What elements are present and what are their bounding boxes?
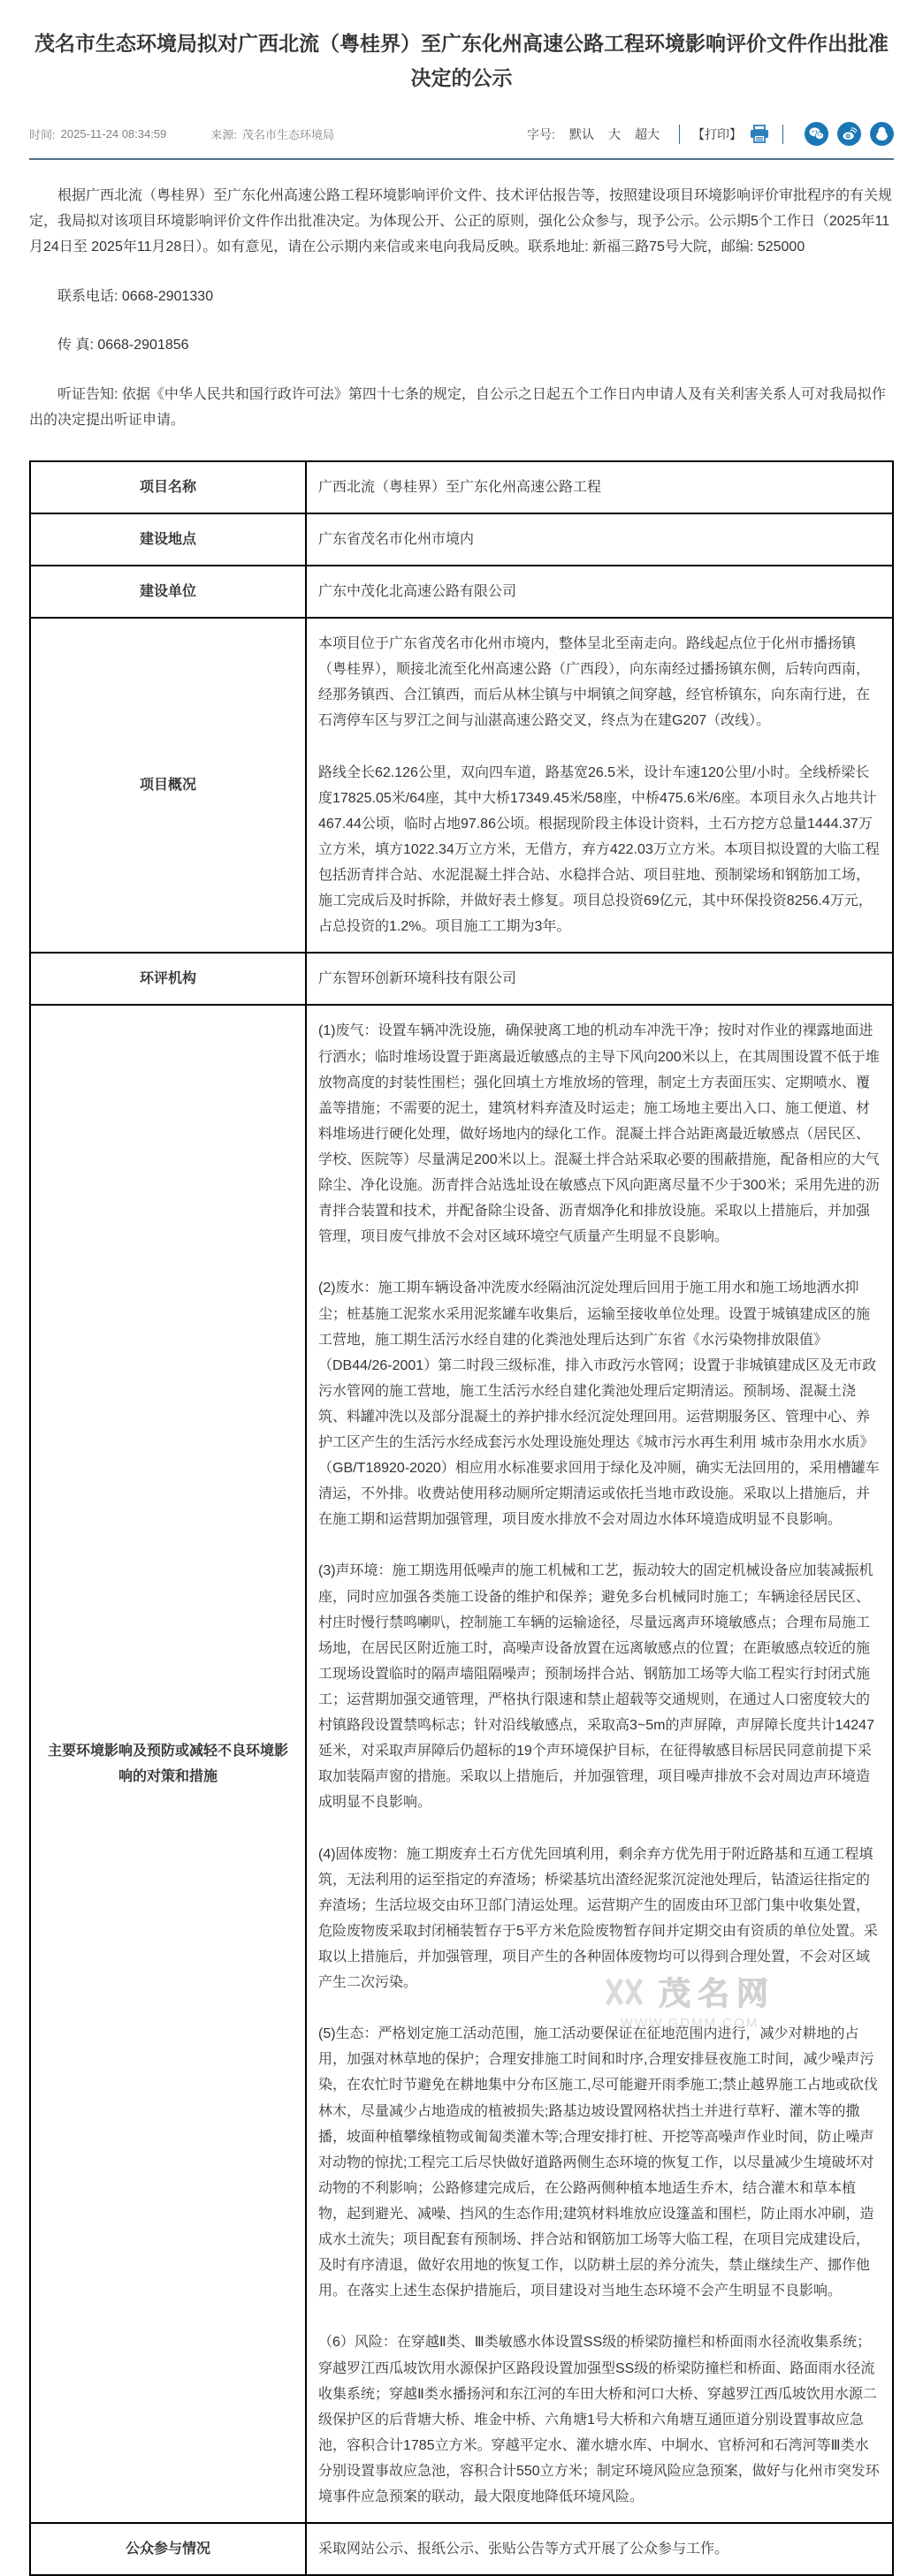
cell-paragraph-risk: （6）风险：在穿越Ⅱ类、Ⅲ类敏感水体设置SS级的桥梁防撞栏和桥面雨水径流收集系统；穿越罗江西瓜坡饮用水源保护区路段设置加强型SS级的桥梁防撞栏和桥面、路面雨水径流收集系统；穿越Ⅱ类水播扬河和东江河的车田大桥和河口大桥、穿越罗江西瓜坡饮用水源二级保护区的后背塘大桥、堆金中桥、六角塘1号大桥和六角塘互通匝道分别设置事故应急池，容积合计1785立方米。穿越平定水、灌水塘水库、中垌水、官桥河和石湾河等Ⅲ类水分别设置事故应急池，容积合计550立方米；制定环境风险应急预案，做好与化州市突发环境事件应急预案的联动，最大限度地降低环境风险。 xyxy=(318,2335,880,2505)
table-row-measures xyxy=(30,1005,893,2523)
cell-paragraph: 广东中茂化北高速公路有限公司 xyxy=(318,583,517,599)
font-size-xlarge-button[interactable]: 超大 xyxy=(635,126,660,141)
wechat-icon[interactable] xyxy=(805,122,828,146)
row-label: 建设单位 xyxy=(30,566,306,618)
watermark-url: WWW.GDMM.COM xyxy=(620,2016,759,2031)
table-row-location xyxy=(30,513,893,566)
table-row-public-participation xyxy=(30,2523,893,2575)
cell-paragraph: 采取网站公示、报纸公示、张贴公告等方式开展了公众参与工作。 xyxy=(318,2542,729,2557)
header-divider xyxy=(29,158,894,160)
font-size-default-button[interactable]: 默认 xyxy=(569,126,594,141)
row-label: 建设地点 xyxy=(30,513,306,566)
weibo-icon[interactable] xyxy=(837,122,861,146)
table-row-project-name xyxy=(30,461,893,513)
qq-icon[interactable] xyxy=(870,122,894,146)
row-label: 公众参与情况 xyxy=(30,2523,306,2575)
meta-left xyxy=(29,125,339,142)
intro-paragraph-phone: 联系电话: 0668-2901330 xyxy=(57,288,214,304)
table-row-overview xyxy=(30,618,893,953)
time-value: 2025-11-24 08:34:59 xyxy=(60,127,167,141)
font-size-label: 字号: xyxy=(527,126,555,141)
cell-paragraph-noise: (3)声环境：施工期选用低噪声的施工机械和工艺，振动较大的固定机械设备应加装减振机座，同时应加强各类施工设备的维护和保养；避免多台机械同时施工；车辆途径居民区、村庄时慢行禁鸣喇叭，控制施工车辆的运输途径，尽量远离声环境敏感点；合理布局施工场地，在居民区附近施工时，高噪声设备放置在远离敏感点的位置；在距敏感点较近的施工现场设置临时的隔声墙阻隔噪声；预制场拌合站、钢筋加工场等大临工程实行封闭式施工；运营期加强交通管理，严格执行限速和禁止超载等交通规则，在通过人口密度较大的村镇路段设置禁鸣标志；针对沿线敏感点，采取高3~5m的声屏障，声屏障长度共计14247延米，对采取声屏障后仍超标的19个声环境保护目标，在征得敏感目标居民同意前提下采取加装隔声窗的措施。采取以上措施后，并加强管理，项目噪声排放不会对周边声环境造成明显不良影响。 xyxy=(318,1563,874,1811)
row-label: 主要环境影响及预防或减轻不良环境影响的对策和措施 xyxy=(30,1005,306,2523)
meta-controls xyxy=(527,122,894,146)
row-content xyxy=(306,513,893,566)
cell-paragraph-ecology: (5)生态：严格划定施工活动范围，施工活动要保证在征地范围内进行，减少对耕地的占用，加强对林草地的保护；合理安排施工时间和时序,合理安排昼夜施工时间，减少噪声污染，在农忙时节避免在耕地集中分布区施工,尽可能避开雨季施工;禁止越界施工占地或砍伐林木，尽量减少占地造成的植被损失;路基边坡设置网格状挡土并进行草籽、灌木等的撒播，坡面种植攀缘植物或匍匐类灌木等;合理安排打桩、开挖等高噪声作业时间，防止噪声对动物的惊扰;工程完工后尽快做好道路两侧生态环境的恢复工作，以尽量减少生境破坏对动物的不利影响；公路修建完成后，在公路两侧种植本地适生乔木，结合灌木和草本植物，起到避光、减噪、挡风的生态作用;建筑材料堆放应设篷盖和围栏，防止雨水冲刷，造成水土流失；项目配套有预制场、拌合站和钢筋加工场等大临工程，在项目完成建设后，及时有序清退，做好农用地的恢复工作，以防耕土层的养分流失，禁止继续生产、挪作他用。在落实上述生态保护措施后，项目建设对当地生态环境不会产生明显不良影响。 xyxy=(318,2026,878,2299)
intro-paragraph-hearing: 听证告知: 依据《中华人民共和国行政许可法》第四十七条的规定，自公示之日起五个工作日内申请人及有关利害关系人可对我局拟作出的决定提出听证申请。 xyxy=(29,387,886,428)
vertical-divider xyxy=(782,125,783,144)
watermark-text: 茂名网 xyxy=(658,1975,775,2011)
cell-paragraph-solid-waste: (4)固体废物：施工期废弃土石方优先回填利用，剩余弃方优先用于附近路基和互通工程填筑，无法利用的运至指定的弃渣场；桥梁基坑出渣经泥浆沉淀池处理后，钻渣运往指定的弃渣场；生活垃圾交由环卫部门清运处理。运营期产生的固废由环卫部门集中收集处置，危险废物废采取封闭桶装暂存于5平方米危险废物暂存间并定期交由有资质的单位处置。采取以上措施后，并加强管理，项目产生的各种固体废物均可以得到合理处置，不会对区域产生二次污染。 xyxy=(318,1846,878,1991)
intro-paragraph-fax: 传 真: 0668-2901856 xyxy=(57,338,189,353)
row-content xyxy=(306,566,893,618)
cell-paragraph: 本项目位于广东省茂名市化州市境内，整体呈北至南走向。路线起点位于化州市播扬镇（粤桂界），顺接北流至化州高速公路（广西段），向东南经过播扬镇东侧，后转向西南，经那务镇西、合江镇西，而后从林尘镇与中垌镇之间穿越，经官桥镇东，向东南行进，在石湾停车区与罗江之间与汕湛高速公路交叉，终点为在建G207（改线）。 xyxy=(318,636,871,729)
row-content xyxy=(306,953,893,1005)
row-content xyxy=(306,461,893,513)
cell-paragraph: 广东智环创新环境科技有限公司 xyxy=(318,971,517,987)
cell-paragraph: 广东省茂名市化州市境内 xyxy=(318,531,475,547)
printer-icon[interactable] xyxy=(749,125,770,144)
table-row-eia-agency xyxy=(30,953,893,1005)
vertical-divider xyxy=(679,125,680,144)
page-title: 茂名市生态环境局拟对广西北流（粤桂界）至广东化州高速公路工程环境影响评价文件作出批准决定的公示 xyxy=(34,32,889,90)
font-size-large-button[interactable]: 大 xyxy=(608,126,621,141)
row-content xyxy=(306,2523,893,2575)
row-label: 环评机构 xyxy=(30,953,306,1005)
project-info-table xyxy=(29,460,894,2576)
time-label: 时间: xyxy=(29,128,56,142)
intro-paragraph: 根据广西北流（粤桂界）至广东化州高速公路工程环境影响评价文件、技术评估报告等，按照建设项目环境影响评价审批程序的有关规定，我局拟对该项目环境影响评价文件作出批准决定。为体现公开、公正的原则，强化公众参与，现予公示。公示期5个工作日（2025年11月24日至 2025年11月28日）。如有意见，请在公示期内来信或来电向我局反映。联系地址: 新福三路75号大院，邮编: 525000 xyxy=(29,188,893,255)
source-label: 来源: xyxy=(210,128,237,142)
row-content xyxy=(306,1005,893,2523)
table-row-builder xyxy=(30,566,893,618)
intro-section xyxy=(29,184,894,434)
cell-paragraph: 广西北流（粤桂界）至广东化州高速公路工程 xyxy=(318,479,602,495)
row-label: 项目名称 xyxy=(30,461,306,513)
row-label: 项目概况 xyxy=(30,618,306,953)
cell-paragraph: 路线全长62.126公里，双向四车道，路基宽26.5米，设计车速120公里/小时。全线桥梁长度17825.05米/64座，其中大桥17349.45米/58座，中桥475.6米/6座。本项目永久占地共计467.44公顷，临时占地97.86公顷。根据现阶段主体设计资料，土石方挖方总量1444.37万立方米，填方1022.34万立方米，无借方，弃方422.03万立方米。本项目拟设置的大临工程包括沥青拌合站、水泥混凝土拌合站、水稳拌合站、项目驻地、预制梁场和钢筋加工场，施工完成后及时拆除，并做好表土修复。项目总投资69亿元，其中环保投资8256.4万元，占总投资的1.2%。项目施工工期为3年。 xyxy=(318,764,880,935)
cell-paragraph-waste-gas: (1)废气：设置车辆冲洗设施，确保驶离工地的机动车冲洗干净；按时对作业的裸露地面进行洒水；临时堆场设置于距离最近敏感点的主导下风向200米以上，在其周围设置不低于堆放物高度的封装性围栏；强化回填土方堆放场的管理，制定土方表面压实、定期喷水、覆盖等措施；不需要的泥土，建筑材料弃渣及时运走；施工场地主要出入口、施工便道、材料堆场进行硬化处理，做好场地内的绿化工作。混凝土拌合站距离最近敏感点（居民区、学校、医院等）尽量满足200米以上。混凝土拌合站采取必要的围蔽措施，配备相应的大气除尘、净化设施。沥青拌合站选址设在敏感点下风向距离尽量不少于300米；采用先进的沥青拌合装置和技术，并配备除尘设备、沥青烟净化和排放设施。采取以上措施后，并加强管理，项目废气排放不会对区域环境空气质量产生明显不良影响。 xyxy=(318,1023,880,1245)
cell-paragraph-waste-water: (2)废水：施工期车辆设备冲洗废水经隔油沉淀处理后回用于施工用水和施工场地洒水抑尘；桩基施工泥浆水采用泥浆罐车收集后，运输至接收单位处理。设置于城镇建成区的施工营地，施工期生活污水经自建的化粪池处理后达到广东省《水污染物排放限值》（DB44/26-2001）第二时段三级标准，排入市政污水管网；设置于非城镇建成区及无市政污水管网的施工营地，施工生活污水经自建化粪池处理后定期清运。预制场、混凝土浇筑、料罐冲洗以及部分混凝土的养护排水经沉淀处理回用。运营期服务区、管理中心、养护工区产生的生活污水经成套污水处理设施处理达《城市污水再生利用 城市杂用水水质》（GB/T18920-2020）相应用水标准要求回用于绿化及冲厕，确实无法回用的，采用槽罐车清运，不外排。收费站使用移动厕所定期清运或依托当地市政设施。采取以上措施后，并在施工期和运营期加强管理，项目废水排放不会对周边水体环境造成明显不良影响。 xyxy=(318,1280,880,1528)
print-button[interactable]: 【打印】 xyxy=(692,126,742,141)
row-content xyxy=(306,618,893,953)
print-group xyxy=(692,125,770,144)
share-group xyxy=(796,122,894,146)
meta-bar xyxy=(29,122,894,146)
source-value: 茂名市生态环境局 xyxy=(242,128,335,142)
